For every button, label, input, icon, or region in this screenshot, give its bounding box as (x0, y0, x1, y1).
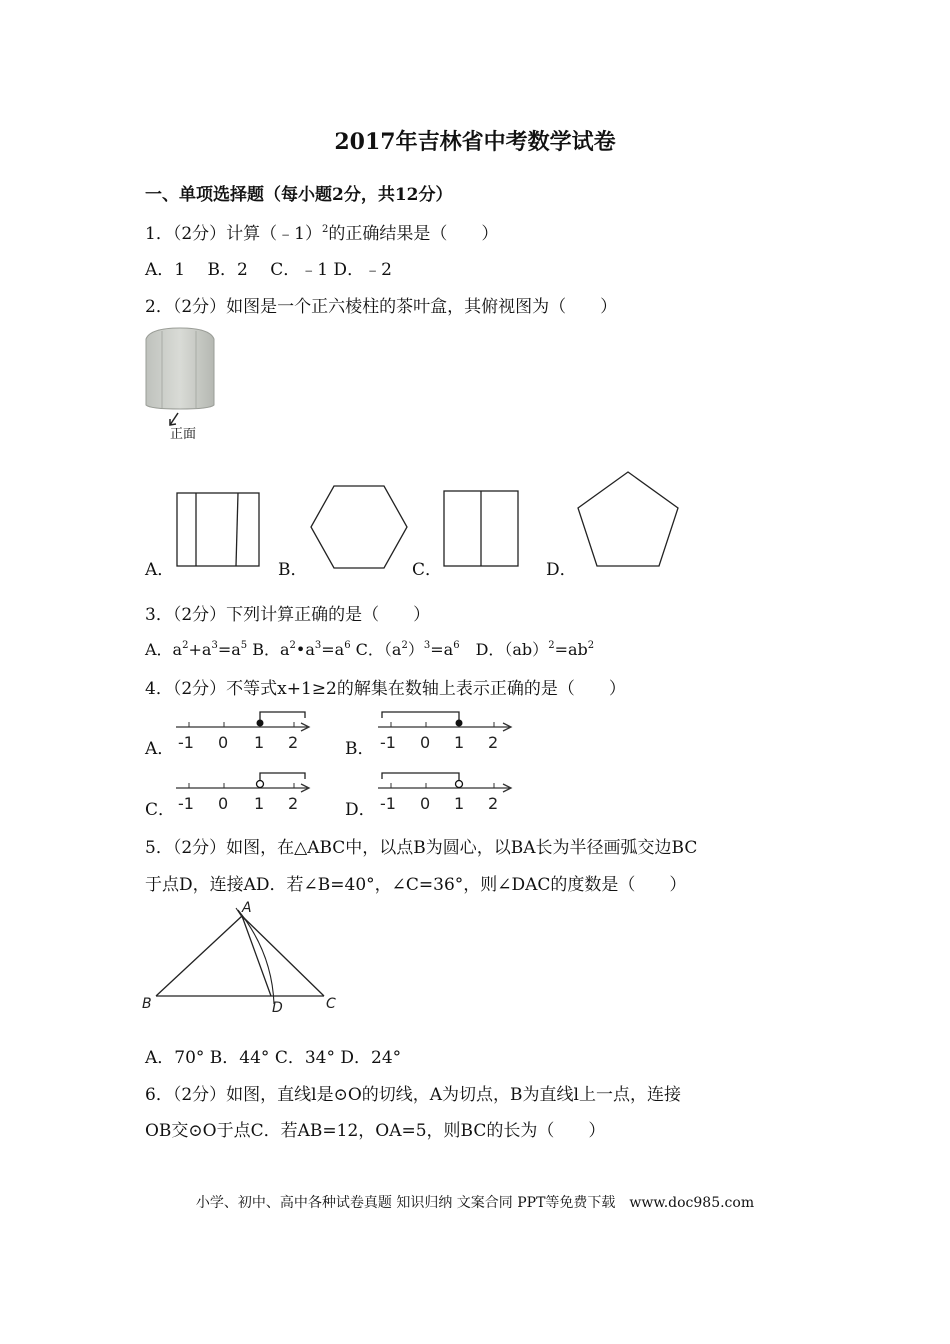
page-footer: 小学、初中、高中各种试卷真题 知识归纳 文案合同 PPT等免费下载 www.doc985.com (195, 1195, 755, 1211)
tick-label: 0 (218, 733, 229, 752)
tick-label: 0 (420, 733, 431, 752)
q2-option-a-label: A． (145, 560, 175, 580)
tea-box-photo (140, 325, 220, 449)
tick-label: 0 (420, 794, 431, 813)
rect-with-one-line (443, 490, 519, 568)
q3-exp: 2 (289, 640, 296, 651)
tick-label: 1 (454, 794, 465, 813)
tick-label: 1 (254, 794, 265, 813)
q3-text: =a (321, 640, 345, 659)
tick-label: 1 (454, 733, 465, 752)
pentagon-shape (576, 470, 680, 568)
q2-option-b-figure (309, 484, 409, 574)
number-line-d (374, 769, 519, 814)
question-3-options (145, 637, 594, 660)
tick-label: 2 (288, 794, 299, 813)
q4-option-a-label: A． (145, 739, 175, 759)
q4-option-b-label: B． (345, 739, 375, 759)
q1-exponent: 2 (321, 224, 329, 235)
triangle-abc-figure (138, 898, 348, 1024)
photo-caption: 正面 (170, 427, 197, 442)
q3-exp: 3 (211, 640, 218, 651)
q1-stem-part: 的正确结果是（ ） (328, 224, 499, 244)
q3-text: D．（ab） (459, 640, 549, 659)
section-heading: 一、单项选择题（每小题2分，共12分） (145, 185, 453, 205)
q2-option-c-label: C． (412, 560, 443, 580)
q3-text: •a (295, 640, 315, 659)
q3-exp: 6 (344, 640, 351, 651)
exam-title: 2017年吉林省中考数学试卷 (334, 129, 616, 155)
q4-option-c-label: C． (145, 800, 176, 820)
number-line-a (172, 708, 317, 753)
q3-text: =a (217, 640, 241, 659)
q3-exp: 3 (314, 640, 322, 651)
number-line-b (374, 708, 519, 753)
q4-option-d-label: D． (345, 800, 376, 820)
q2-option-d-label: D． (546, 560, 577, 580)
tick-label: 1 (254, 733, 265, 752)
q3-exp: 6 (453, 640, 460, 651)
question-5-stem-line1: 5．（2分）如图，在△ABC中，以点B为圆心，以BA长为半径画弧交边BC (145, 838, 698, 858)
question-5-stem-line2: 于点D，连接AD．若∠B=40°，∠C=36°，则∠DAC的度数是（ ） (145, 875, 687, 895)
tick-label: -1 (178, 794, 194, 813)
q2-option-b-label: B． (278, 560, 308, 580)
q4-option-a-numberline (172, 708, 317, 757)
q3-exp: 5 (240, 640, 248, 651)
q3-text: A．a (145, 640, 183, 659)
tea-box-photo-svg (140, 325, 220, 445)
q2-option-a-figure (176, 492, 260, 571)
tick-label: 2 (488, 794, 499, 813)
question-3-stem: 3．（2分）下列计算正确的是（ ） (145, 605, 431, 625)
tick-label: 0 (218, 794, 229, 813)
q3-text: +a (188, 640, 212, 659)
q3-exp: 2 (401, 640, 408, 651)
q3-text: =ab (554, 640, 588, 659)
q3-exp: 2 (182, 640, 189, 651)
tick-label: -1 (178, 733, 194, 752)
question-1-stem (145, 219, 498, 244)
tick-label: 2 (288, 733, 299, 752)
q4-option-d-numberline (374, 769, 519, 818)
tick-label: 2 (488, 733, 499, 752)
q3-text: =a (430, 640, 454, 659)
q4-option-c-numberline (172, 769, 317, 818)
question-4-stem: 4．（2分）不等式x+1≥2的解集在数轴上表示正确的是（ ） (145, 679, 626, 699)
q1-stem-part: 1．（2分）计算（﹣1） (145, 224, 322, 244)
question-1-options: A．1 B．2 C．﹣1 D．﹣2 (145, 260, 392, 280)
q3-text: ） (407, 640, 424, 659)
point-label-b: B (142, 996, 152, 1012)
point-label-c: C (326, 996, 336, 1012)
rect-with-two-lines (176, 492, 260, 567)
point-label-a: A (242, 900, 252, 916)
q3-exp: 3 (423, 640, 431, 651)
question-5-options: A．70° B．44° C．34° D．24° (145, 1048, 402, 1068)
q3-exp: 2 (548, 640, 555, 651)
q3-exp: 2 (587, 640, 595, 651)
q2-option-d-figure (576, 470, 680, 572)
q3-text: B．a (247, 640, 290, 659)
hexagon-shape (309, 484, 409, 570)
question-6-stem-line1: 6．（2分）如图，直线l是⊙O的切线，A为切点，B为直线l上一点，连接 (145, 1085, 681, 1105)
q2-option-c-figure (443, 490, 519, 572)
question-6-stem-line2: OB交⊙O于点C．若AB=12，OA=5，则BC的长为（ ） (145, 1121, 606, 1141)
tick-label: -1 (380, 794, 396, 813)
q3-text: C．（a (350, 640, 402, 659)
number-line-c (172, 769, 317, 814)
question-2-stem: 2．（2分）如图是一个正六棱柱的茶叶盒，其俯视图为（ ） (145, 297, 618, 317)
tick-label: -1 (380, 733, 396, 752)
q4-option-b-numberline (374, 708, 519, 757)
point-label-d: D (272, 1000, 283, 1016)
triangle-abc-svg (138, 898, 348, 1020)
